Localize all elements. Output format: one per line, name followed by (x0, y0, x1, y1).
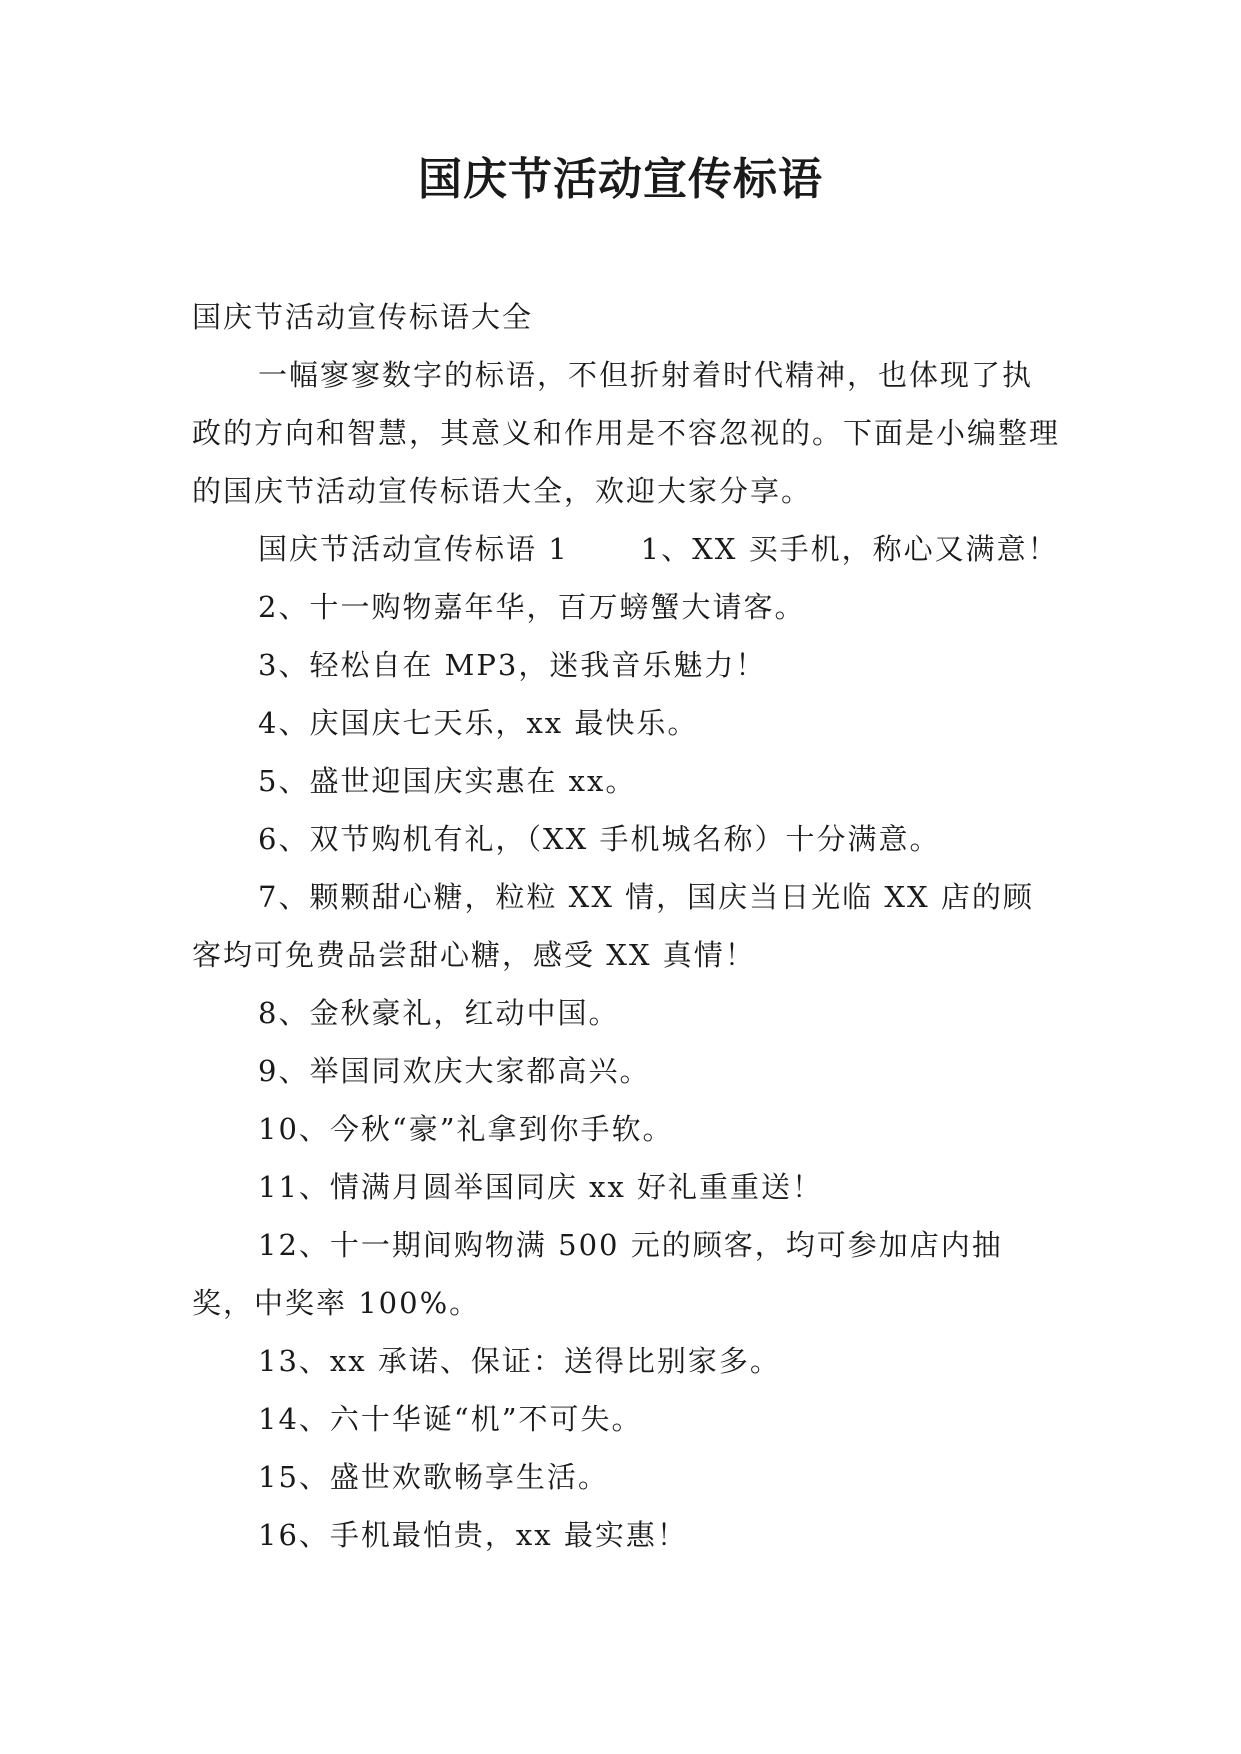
document-subtitle: 国庆节活动宣传标语大全 (192, 300, 534, 334)
list-item: 8、金秋豪礼，红动中国。 (258, 996, 620, 1030)
list-item: 9、举国同欢庆大家都高兴。 (258, 1054, 651, 1088)
list-item: 16、手机最怕贵，xx 最实惠！ (258, 1518, 688, 1552)
list-item: 3、轻松自在 MP3，迷我音乐魅力！ (258, 648, 767, 682)
section-heading: 国庆节活动宣传标语 1 (258, 532, 569, 566)
document-title: 国庆节活动宣传标语 (418, 154, 823, 205)
list-item: 12、十一期间购物满 500 元的顾客，均可参加店内抽奖，中奖率 100%。 (192, 1228, 1003, 1320)
list-item: 1、XX 买手机，称心又满意！ (640, 532, 1059, 566)
list-item: 14、六十华诞“机”不可失。 (258, 1402, 643, 1436)
list-item: 10、今秋“豪”礼拿到你手软。 (258, 1112, 674, 1146)
list-item: 7、颗颗甜心糖，粒粒 XX 情，国庆当日光临 XX 店的顾客均可免费品尝甜心糖，感受 XX 真情！ (192, 880, 1034, 972)
intro-paragraph: 一幅寥寥数字的标语，不但折射着时代精神，也体现了执政的方向和智慧，其意义和作用是不容忽视的。下面是小编整理的国庆节活动宣传标语大全，欢迎大家分享。 (192, 358, 1061, 508)
section-heading-line (192, 520, 1062, 578)
list-item: 11、情满月圆举国同庆 xx 好礼重重送！ (258, 1170, 824, 1204)
list-item: 15、盛世欢歌畅享生活。 (258, 1460, 609, 1494)
document-body (192, 288, 1062, 1564)
list-item: 13、xx 承诺、保证：送得比别家多。 (258, 1344, 781, 1378)
list-item: 4、庆国庆七天乐，xx 最快乐。 (258, 706, 699, 740)
list-item: 6、双节购机有礼，（XX 手机城名称）十分满意。 (258, 822, 941, 856)
list-item: 5、盛世迎国庆实惠在 xx。 (258, 764, 637, 798)
list-item: 2、十一购物嘉年华，百万螃蟹大请客。 (258, 590, 806, 624)
